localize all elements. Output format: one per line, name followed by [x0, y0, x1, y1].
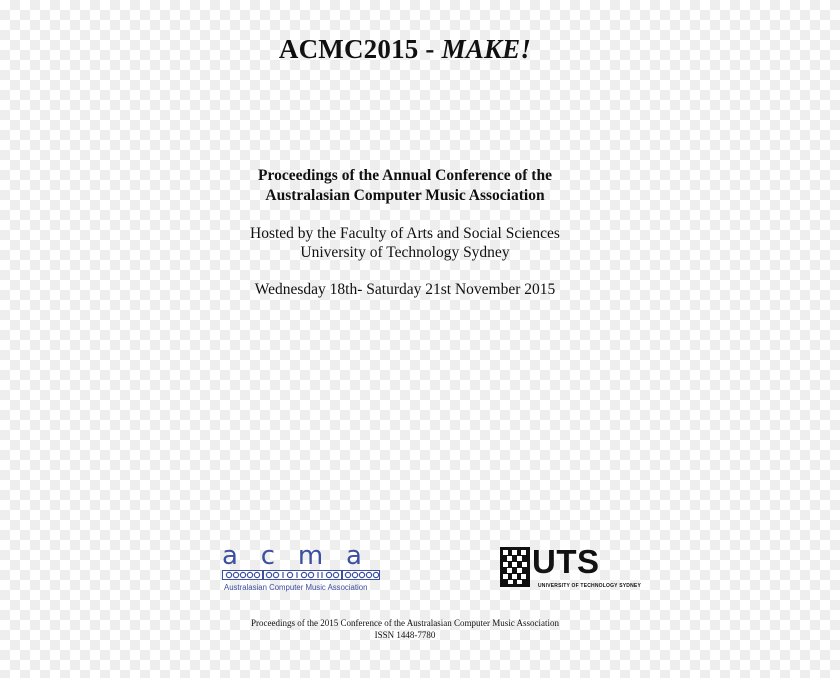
uts-caption: UNIVERSITY OF TECHNOLOGY SYDNEY	[538, 583, 641, 589]
acma-letter: a	[222, 541, 238, 571]
acma-letter: m	[297, 541, 324, 571]
conference-dates: Wednesday 18th- Saturday 21st November 2015	[254, 281, 556, 298]
title-emphasis: MAKE!	[441, 34, 532, 64]
acma-caption: Australasian Computer Music Association	[224, 583, 368, 592]
issn: ISSN 1448-7780	[374, 630, 436, 640]
title-main: ACMC2015 -	[278, 34, 442, 64]
proceedings-heading	[0, 166, 810, 206]
host-line-2: University of Technology Sydney	[300, 244, 510, 261]
acma-logo	[222, 541, 382, 594]
acma-wordmark	[222, 541, 362, 571]
uts-logo	[500, 543, 641, 591]
uts-crest-icon	[500, 547, 530, 591]
proceedings-line-1: Proceedings of the Annual Conference of the	[258, 167, 552, 184]
footer-line-1: Proceedings of the 2015 Conference of the Australasian Computer Music Association	[251, 618, 559, 628]
host-line-1: Hosted by the Faculty of Arts and Social Sciences	[250, 225, 560, 242]
acma-binary-pattern-icon	[222, 570, 380, 580]
host-info	[0, 224, 810, 262]
acma-letter: c	[260, 541, 276, 571]
footer	[0, 617, 810, 641]
uts-wordmark: UTS	[532, 543, 600, 580]
acma-letter: a	[346, 541, 362, 571]
document-title	[0, 34, 810, 65]
proceedings-line-2: Australasian Computer Music Association	[265, 187, 545, 204]
